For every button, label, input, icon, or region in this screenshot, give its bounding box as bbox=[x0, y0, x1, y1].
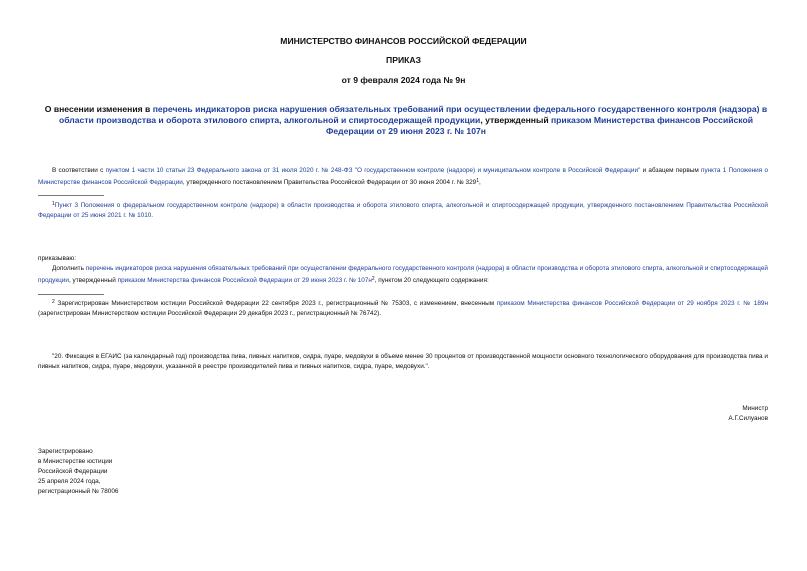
footnote-1-link[interactable]: Пункт 3 Положения о федеральном государственном контроле (надзоре) в области производства и оборота этилового спирта, алкогольной и спиртосодержащей продукции, утвержденного постановлением Правительства Российской Федерации от 25 июня 2021 г. № 1010. bbox=[38, 202, 768, 219]
title-text-1: О внесении изменения в bbox=[44, 104, 153, 114]
order-paragraph bbox=[38, 264, 768, 286]
footnote-1 bbox=[38, 199, 768, 221]
footnote-ref-2: 2 bbox=[371, 276, 375, 282]
registration-line-1: Зарегистрировано bbox=[38, 448, 93, 455]
preamble-text-1: В соответствии с bbox=[52, 167, 106, 174]
signature-name: А.Г.Силуанов bbox=[728, 415, 768, 422]
order-link-order[interactable]: приказом Министерства финансов Российской Федерации от 29 июня 2023 г. № 107н bbox=[117, 277, 372, 284]
title-text-2: , утвержденный bbox=[480, 115, 551, 125]
clause-20: "20. Фиксация в ЕГАИС (за календарный год) производства пива, пивных напитков, сидра, пуаре, медовухи в объеме менее 30 процентов от производственной мощности основного технологического оборудования для производства пива и пивных напитков, сидра, пуаре, медовухи, указанной в реестре производителей пива и пивных напитков, сидра, пуаре, медовухи.". bbox=[38, 353, 768, 370]
preamble-text-2: и абзацем первым bbox=[640, 167, 701, 174]
title-link-list[interactable]: перечень индикаторов риска нарушения обязательных требований при осуществлении федерального государственного контроля (надзора) в области производства и оборота этилового спирта, алкогольной и спиртосодержащей продукции bbox=[58, 104, 768, 125]
order-link-list[interactable]: перечень индикаторов риска нарушения обязательных требований при осуществлении федерального государственного контроля (надзора) в области производства и оборота этилового спирта, алкогольной и спиртосодержащей продукции bbox=[38, 265, 768, 284]
order-text-3: , пунктом 20 следующего содержания: bbox=[374, 277, 489, 284]
doc-type-heading: ПРИКАЗ bbox=[386, 55, 421, 65]
footnote-2-text-2: (зарегистрирован Министерством юстиции Российской Федерации 29 декабря 2023 г., регистрационный № 76742). bbox=[38, 310, 382, 317]
registration-line-4: 25 апреля 2024 года, bbox=[38, 478, 101, 485]
footnote-2-mark: 2 bbox=[52, 299, 55, 305]
order-text-2: , утвержденный bbox=[68, 277, 118, 284]
preamble-paragraph bbox=[38, 166, 768, 188]
footnote-ref-1: 1 bbox=[476, 178, 479, 184]
footnote-2 bbox=[38, 297, 768, 319]
preamble-link-law[interactable]: пунктом 1 части 10 статьи 23 Федерального закона от 31 июля 2020 г. № 248-ФЗ "О государственном контроле (надзоре) и муниципальном контроле в Российской Федерации" bbox=[105, 167, 641, 174]
registration-line-3: Российской Федерации bbox=[38, 468, 108, 475]
footnote-divider-1 bbox=[38, 195, 104, 196]
footnote-2-link[interactable]: приказом Министерства финансов Российской Федерации от 29 ноября 2023 г. № 189н bbox=[496, 300, 768, 307]
registration-line-5: регистрационный № 78006 bbox=[38, 488, 119, 495]
registration-block bbox=[38, 447, 118, 497]
title-link-order[interactable]: приказом Министерства финансов Российской Федерации от 29 июня 2023 г. № 107н bbox=[326, 115, 754, 136]
document-title bbox=[36, 104, 776, 137]
signature-title: Министр bbox=[742, 405, 768, 412]
prikazyvayu-label: приказываю: bbox=[38, 255, 76, 262]
footnote-2-text-1: Зарегистрирован Министерством юстиции Российской Федерации 22 сентября 2023 г., регистрационный № 75303, с изменением, внесенным bbox=[57, 300, 497, 307]
ministry-heading: МИНИСТЕРСТВО ФИНАНСОВ РОССИЙСКОЙ ФЕДЕРАЦИИ bbox=[280, 36, 527, 46]
footnote-divider-2 bbox=[38, 294, 104, 295]
date-number-heading: от 9 февраля 2024 года № 9н bbox=[341, 75, 466, 85]
preamble-link-regulation[interactable]: пункта 1 Положения о Министерстве финансов Российской Федерации bbox=[38, 167, 769, 186]
footnote-1-mark: 1 bbox=[52, 201, 55, 207]
order-text-1: Дополнить bbox=[52, 265, 86, 272]
preamble-text-3: , утвержденного постановлением Правительства Российской Федерации от 30 июня 2004 г. № 329 bbox=[182, 179, 477, 186]
preamble-text-4: , bbox=[478, 179, 481, 186]
registration-line-2: в Министерстве юстиции bbox=[38, 458, 113, 465]
